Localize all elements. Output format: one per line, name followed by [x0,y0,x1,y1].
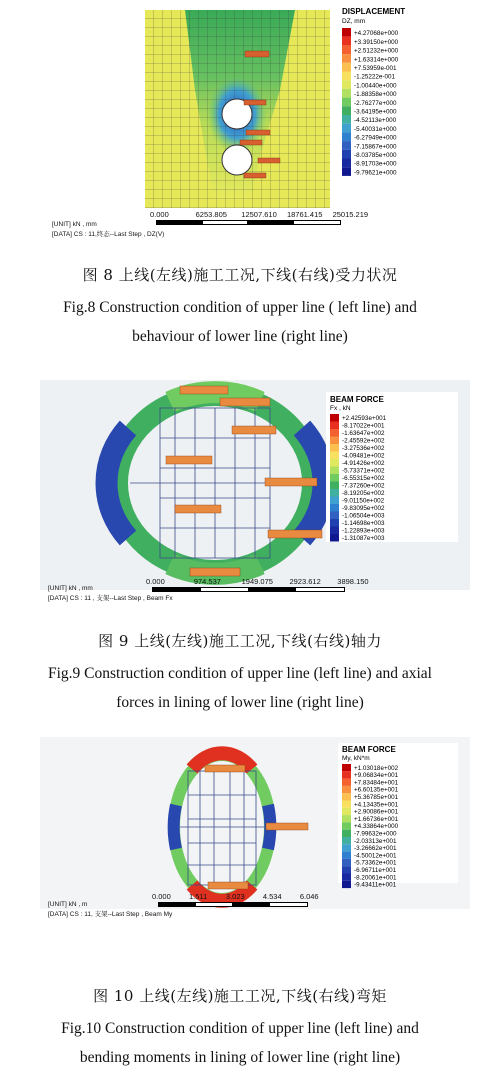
legend-title: DISPLACEMENT [342,7,406,16]
figure-10-plot [0,735,480,955]
legend-value: -7.99632e+000 [354,830,397,838]
legend-swatch [342,786,351,793]
scale-segment [247,220,295,225]
legend-value: -6.27949e+000 [354,134,397,142]
caption-en-2: behaviour of lower line (right line) [132,328,348,345]
figure-9 [0,378,480,718]
legend-swatch [342,89,351,98]
legend-value: -5.40031e+000 [354,125,397,133]
unit-line: [UNIT] kN , mm [52,221,97,228]
figure-8 [0,0,480,345]
legend-swatch [342,54,351,63]
legend-value: -1.14698e+003 [342,520,385,527]
legend-value: -1.25222e-001 [354,73,395,81]
scale-label: 18761.415 [286,210,323,219]
legend-value: -5.73362e+001 [354,859,397,867]
legend-value: -9.01150e+002 [342,497,385,505]
legend-value: +2.90086e+001 [354,808,399,816]
scale-bar [146,577,369,597]
unit-line: [UNIT] kN , m [48,901,88,908]
data-line: [DATA] CS : 11,终态--Last Step , DZ(V) [52,231,165,238]
legend-swatch [342,844,351,851]
legend-swatches [342,764,399,889]
legend-value: -7.15867e+000 [354,143,397,151]
legend-swatch [342,106,351,115]
legend-swatch [342,866,351,873]
legend-swatch [330,534,339,542]
legend-value: -5.73371e+002 [342,467,385,475]
data-line: [DATA] CS : 11, 支架--Last Step , Beam My [48,911,173,918]
legend-value: -1.06504e+003 [342,512,385,520]
legend-unit: DZ, mm [342,18,366,25]
legend-unit: Fx , kN [330,405,351,412]
caption-en-1: Fig.8 Construction condition of upper line ( left line) and [63,299,417,316]
scale-segment [195,902,234,907]
scale-segment [152,587,202,592]
legend-swatch [342,793,351,800]
legend-swatch [342,801,351,808]
scale-segment [158,902,197,907]
legend-swatch [330,437,339,445]
legend-value: +7.83484e+001 [354,779,399,787]
legend-swatch [342,150,351,159]
legend-swatch [342,822,351,829]
legend-value: +5.36785e+001 [354,794,399,801]
caption-en-1: Fig.9 Construction condition of upper line (left line) and axial [48,665,432,682]
legend-swatch [330,444,339,452]
legend-value: -8.03785e+000 [354,152,397,159]
lower-tunnel [222,145,252,175]
legend-swatch [330,422,339,430]
scale-label: 1.511 [188,892,208,901]
legend-value: -8.19205e+002 [342,490,385,497]
legend-value: -1.22893e+003 [342,527,385,535]
lining-left-blue [174,805,176,849]
legend-swatch [342,815,351,822]
legend-swatch [342,98,351,107]
legend-value: +1.03018e+002 [354,764,399,772]
legend-value: -2.03313e+001 [354,837,397,845]
legend-swatch [342,167,351,176]
legend-swatch [330,452,339,460]
caption-en-2: bending moments in lining of lower line (right line) [79,1049,401,1066]
scale-segment [295,587,345,592]
legend-swatch [342,141,351,150]
legend-swatch [342,852,351,859]
legend-value: +4.33864e+000 [354,823,399,831]
legend-swatch [342,808,351,815]
scale-label: 3898.150 [337,577,369,586]
legend-swatch [330,467,339,475]
scale-label: 3.023 [225,892,245,901]
legend-swatch [342,45,351,54]
legend-swatches [330,414,387,542]
legend-value: -2.76277e+000 [354,99,397,107]
legend-swatch [342,80,351,89]
scale-label: 12507.610 [241,210,277,219]
legend-value: +1.66736e+001 [354,815,399,823]
legend-value: -4.91426e+002 [342,460,385,467]
legend-swatch [330,512,339,520]
data-line: [DATA] CS : 11 , 支架--Last Step , Beam Fx [48,595,173,602]
scale-label: 6253.805 [195,210,227,219]
legend-value: -4.52113e+000 [354,117,397,125]
legend-swatch [342,881,351,888]
caption-cn: 图 9 上线(左线)施工工况,下线(右线)轴力 [98,632,382,650]
scale-label: 0.000 [152,892,171,901]
legend-swatch [330,482,339,490]
legend-value: +3.39150e+000 [354,38,399,46]
scale-segment [200,587,250,592]
legend-swatch [342,132,351,141]
caption-cn: 图 8 上线(左线)施工工况,下线(右线)受力状况 [82,266,398,284]
scale-segment [156,220,204,225]
legend-swatch [342,124,351,133]
legend-value: -9.83095e+002 [342,505,385,512]
legend-swatches [342,28,399,176]
legend-value: -8.91703e+000 [354,160,397,168]
scale-label: 2923.612 [289,577,321,586]
legend-swatch [330,497,339,505]
scale-label: 1949.075 [241,577,273,586]
scale-bar [152,892,322,912]
legend-title: BEAM FORCE [342,745,396,754]
scale-segment [248,587,298,592]
legend-value: +6.60135e+001 [354,786,399,794]
legend-value: -2.45592e+002 [342,437,385,445]
legend-value: -8.20061e+001 [354,874,397,882]
legend-value: +2.42593e+001 [342,415,387,422]
legend-swatch [330,459,339,467]
legend-swatch [342,28,351,37]
legend-value: -7.37260e+002 [342,482,385,490]
scale-label: 974.537 [193,577,221,586]
legend-value: -4.50012e+001 [354,852,397,860]
unit-line: [UNIT] kN , mm [48,585,93,592]
legend-value: +2.51232e+000 [354,47,399,55]
legend-swatch [342,771,351,778]
scale-label: 0.000 [146,577,165,586]
scale-segment [232,902,271,907]
legend-swatch [330,527,339,535]
legend-value: +7.53959e-001 [354,65,397,72]
scale-label: 4.534 [262,892,282,901]
legend-swatch [342,874,351,881]
legend-swatch [342,72,351,81]
legend-swatch [330,474,339,482]
legend-swatch [342,63,351,72]
figure-9-plot [0,378,480,603]
caption-cn: 图 10 上线(左线)施工工况,下线(右线)弯矩 [93,987,387,1005]
scale-segment [269,902,308,907]
scale-segment [293,220,341,225]
legend-swatch [342,159,351,168]
legend-swatch [330,414,339,422]
legend-swatch [330,504,339,512]
legend-value: -6.96711e+001 [354,867,397,874]
legend-swatch [342,37,351,46]
figure-8-plot [0,0,480,235]
legend-value: -8.17022e+001 [342,422,385,430]
legend-value: -1.63647e+002 [342,430,385,437]
legend-value: -1.31087e+003 [342,535,385,542]
scale-label: 0.000 [150,210,169,219]
scale-label: 25015.219 [332,210,369,219]
caption-en-2: forces in lining of lower line (right line) [116,694,364,711]
figure-10 [0,735,480,1086]
legend-swatch [330,489,339,497]
legend-value: +1.63314e+000 [354,56,399,64]
legend-swatch [342,837,351,844]
legend-value: -6.55315e+002 [342,475,385,482]
legend-swatch [342,830,351,837]
caption-en-1: Fig.10 Construction condition of upper line (left line) and [61,1020,419,1037]
legend-value: +4.13435e+001 [354,801,399,809]
legend-swatch [342,764,351,771]
legend-swatch [342,859,351,866]
legend-value: -3.26662e+001 [354,845,397,853]
legend-value: -9.79621e+000 [354,169,397,177]
legend-value: -1.00440e+000 [354,82,397,90]
legend-value: -4.09481e+002 [342,452,385,460]
legend-unit: My, kN*m [342,755,370,762]
legend-value: +4.27068e+000 [354,30,399,38]
legend-value: -9.43411e+001 [354,881,397,889]
legend-title: BEAM FORCE [330,395,384,404]
legend-swatch [342,779,351,786]
scale-bar [150,210,369,230]
scale-label: 6.046 [299,892,319,901]
legend-swatch [342,115,351,124]
legend-value: +9.06834e+001 [354,772,399,780]
legend-value: -3.27536e+002 [342,445,385,452]
scale-segment [202,220,250,225]
legend-value: -1.88358e+000 [354,91,397,99]
legend-swatch [330,429,339,437]
legend-value: -3.64195e+000 [354,108,397,116]
legend-swatch [330,519,339,527]
